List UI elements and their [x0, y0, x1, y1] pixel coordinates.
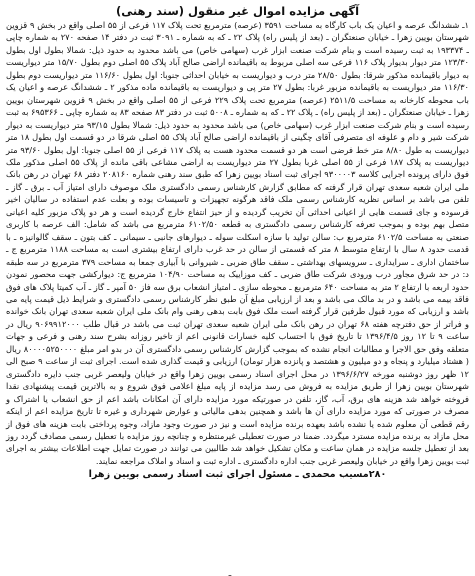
notice-body: ۱ـ ششدانگ عرصه و اعیان یک باب کارگاه به مساحت ۳۵۹۱ (عرصه) مترمربع تحت پلاک ۱۱۷ فرعی از ۵۵ اصلی واقع در بخش ۹ قزوین شهرستان بویین زهرا ـ خیابان صنعتگران ـ (بعد از پلیس راه) پلاک ۲۲ ـ که به شماره ـ ۳۰۹۱ ثبت در دفتر ۱۴ صفحه ۲۷۰ به شماره چاپی ـ ۱۹۳۳۷۴ به ثبت رسیده است و بنام شرکت صنعت ابزار غرب (سهامی خاص) می باشد محدود به حدود ذیل: شمالا بطول اول بطول ۱۲۳/۳۰ متر دیوار بدیوار پلاک ۱۱۶ فرعی سه اصلی مربوط به باقیمانده اراضی صالح آباد پلاک ۵۵ اصلی دوم بطول ۱۵/۷۰ متر دیواریست به دیوار باقیمانده مذکور شرقا: بطول ۲۸/۵۰ متر درب و دیواریست به خیابان احداثی جنوبا: اول بطول ۱۱۶/۶۰ متر دیواریست دوم بطول ۱۱۶/۳۰ متر دیواریست به باقیمانده مزبور غربا: بطول ۲۷ متر پی و دیواریست به باقیمانده ماده مذکور ۲ ـ ششدانگ عرصه و اعیان یک باب محوطه کارخانه به مساحت ۲۵۱۱/۵ (عرصه) مترمربع تحت پلاک ۲۲۹ فرعی از ۵۵ اصلی واقع در بخش ۹ قزوین شهرستان بویین زهرا ـ خیابان صنعتگران ـ (بعد از پلیس راه) ـ پلاک ۲۲ ـ که به شماره ـ ۵۰۰۸ ثبت در دفتر ۸۳ صفحه ۸۳ به شماره چاپی ـ ۶۹۵۳۶۶ به ثبت رسیده است و بنام شرکت صنعت ابزار غرب (سهامی خاص) می باشد محدود به حدود ذیل: شمالا بطول ۹۳/۱۵ متر دیواریست به دیوار شرکت شیر و دام و علوفه ای متصرفی آقای چگینی از باقیمانده اراضی صالح آباد پلاک ۵۵ اصلی شرقا در دو قسمت اول بطول ۱۸ متر دیواریست به طول ۸/۸۰ متر خط فرضی است هر دو قسمت محدود هست به پلاک ۱۱۷ فرعی از ۵۵ اصلی جنوبا: اول بطول ۹۳/۶۰ متر دیواریست به پلاک ۱۸۷ فرعی از ۵۵ اصلی غربا بطول ۲۷ متر دیواریست به اراضی مشاعی باقی مانده از پلاک ۵۵ اصلی مذکور ملک فوق دارای پرونده اجرایی کلاسه ۹۳۰۰۰۰۳ اجرای ثبت اسناد بویین زهرا که طبق سند رهنی شماره ۲۰۸۱۶۰ دفتر ۶۸ تهران در رهن بانک ملی ایران شعبه سعدی تهران قرار گرفته که مطابق گزارش کارشناس رسمی دادگستری ملک موصوف دارای امتیاز آب ـ برق ـ گاز ـ تلفن می باشد بر اساس نظریه کارشناس رسمی ملک فاقد هرگونه تجهیزات و تاسیسات بوده و بعلت عدم استفاده در سالیان اخیر فرسوده و جای قسمت هایی از اعیانی احداثی آن تخریب گردیده و از حیز انتفاع خارج گردیده است و هر دو پلاک مزبور کلیه اعیانی متصل بهم بوده و بموجب تعرفه کارشناس رسمی دادگستری به قطعه ۶۱۰۲/۵۰ مترمربع می باشد که شامل: الف عرصه با کاربری صنعتی به مساحت ۶۱۰۲/۵ مترمربع ب: سالن تولید با سازه اسکلت سوله ـ دیوارهای جانبی ـ سیمانی ـ کف بتون ـ سقف گالوانیزه ـ با قدمت حدود ۸ سال با ارتفاع متوسط ۸ متر که قسمتی از سالن در حد غرب دارای ارتفاع بیشتری است به مساحت ۱۱۸۸ مترمربع ج ـ ساختمان اداری ـ سرایداری ـ سرویسهای بهداشتی ـ سقف طاق ضربی ـ شیروانی با آبیاری جمعا به مساحت ۳۷۹ مترمربع در سه طبقه د: در حد شرق مجاور درب ورودی شرکت طاق ضربی ـ کف موزاییک به مساحت ۱۰۴/۹۰ مترمربع ج: دیوارکشی جهت محصور نمودن حدود اربعه با ارتفاع ۲ متر به مساحت ۶۴۰ مترمربع ـ محوطه سازی ـ امتیاز انشعاب برق سه فاز ۵۰ آمپر ـ گاز ـ آب کمیتا پلاک های فوق فاقد بیمه می باشد و در بد مالک می باشد و بعد از ارزیابی مبلغ آن طبق نظر کارشناس رسمی دادگستری و شرایط ذیل قیمت پایه می باشد و ارزیابی که مورد قبول طرفین قرار گرفته است ملک فوق بابت بدهی رهنی وام بانک ملی ایران شعبه سعدی تهران بانک خوانده و فراتر از حق دفترچه هفته ۶۸ تهران در رهن بانک ملی ایران شعبه سعدی تهران ثبت می باشد در قبال طلب ۹۰۶۹۹۱۲۰۰۰ ریال در ساعت ۹ تا ۱۲ روز ۱۳۹۶/۴/۵ تا تاریخ فوق با احتساب کلیه خسارات قانونی اعم از تاخیر روزانه بشرح سند رهنی و فرعی و جهات متعلقه وفق حق الاجرا و مطالبات انجام نشده که بموجب گزارش کارشناس رسمی دادگستری آن در بدو امر مبلغ ۸۰۰۰۰۵۲۵۰۰۰۰ ریال ( هشتاد میلیارد و پنجاه و دو میلیون و هشتصد و پانزده هزار تومان) ارزیابی و قیمت گذاری شده است. اجرای ثبت از ساعت ۹ صبح الی ۱۲ ظهر روز دوشنبه مورخه ۱۳۹۶/۶/۲۷ در محل اجرای اسناد رسمی بویین زهرا واقع در خیابان ولیعصر غربی جنب دایره دادگستری شهرستان بویین زهرا از طریق مزایده به فروش می رسد مزایده از پایه مبلغ اعلامی فوق شروع و به بالاترین قیمت پیشنهادی نقدا فروخته خواهد شد هزینه های برق، آب، گاز، تلفن در صورتیکه مورد مزایده دارای آن امکانات باشد اعم از حق انشعاب یا اشتراک و مصرف در صورتی که مورد مزایده دارای آن ها باشد و همچنین بدهی مالیاتی و عوارض شهرداری و غیره تا تاریخ مزایده اعم از اینکه رقم قطعی آن معلوم شده یا نشده باشد بعهده برنده مزایده است و نیز در صورت وجود مازاد، وجوه پرداختی بابت هزینه های فوق از محل مازاد به برنده مزایده مسترد میگردد. ضمنا در صورت تعطیلی غیرمنتظره و چنانچه روز مزایده با تعطیل رسمی مصادف گردد روز بعد از تعطیل جلسه مزایده در همان ساعت و مکان تشکیل خواهد شد طالبین می توانند در صورت تمایل جهت اطلاعات بیشتر به اجرای ثبت بویین زهرا واقع در خیابان ولیعصر غربی جنب اداره دادگستری ـ اداره ثبت و اسناد و املاک مراجعه نمایند. [6, 20, 470, 466]
notice-title: آگهی مزایده اموال غیر منقول (سند رهنی) [115, 4, 360, 18]
notice-signature: ۲۸۰مسیب محمدی ـ مسئول اجرای ثبت اسناد رسمی بویین زهرا [88, 469, 387, 481]
cropped-footer-text: ـ [228, 570, 232, 576]
